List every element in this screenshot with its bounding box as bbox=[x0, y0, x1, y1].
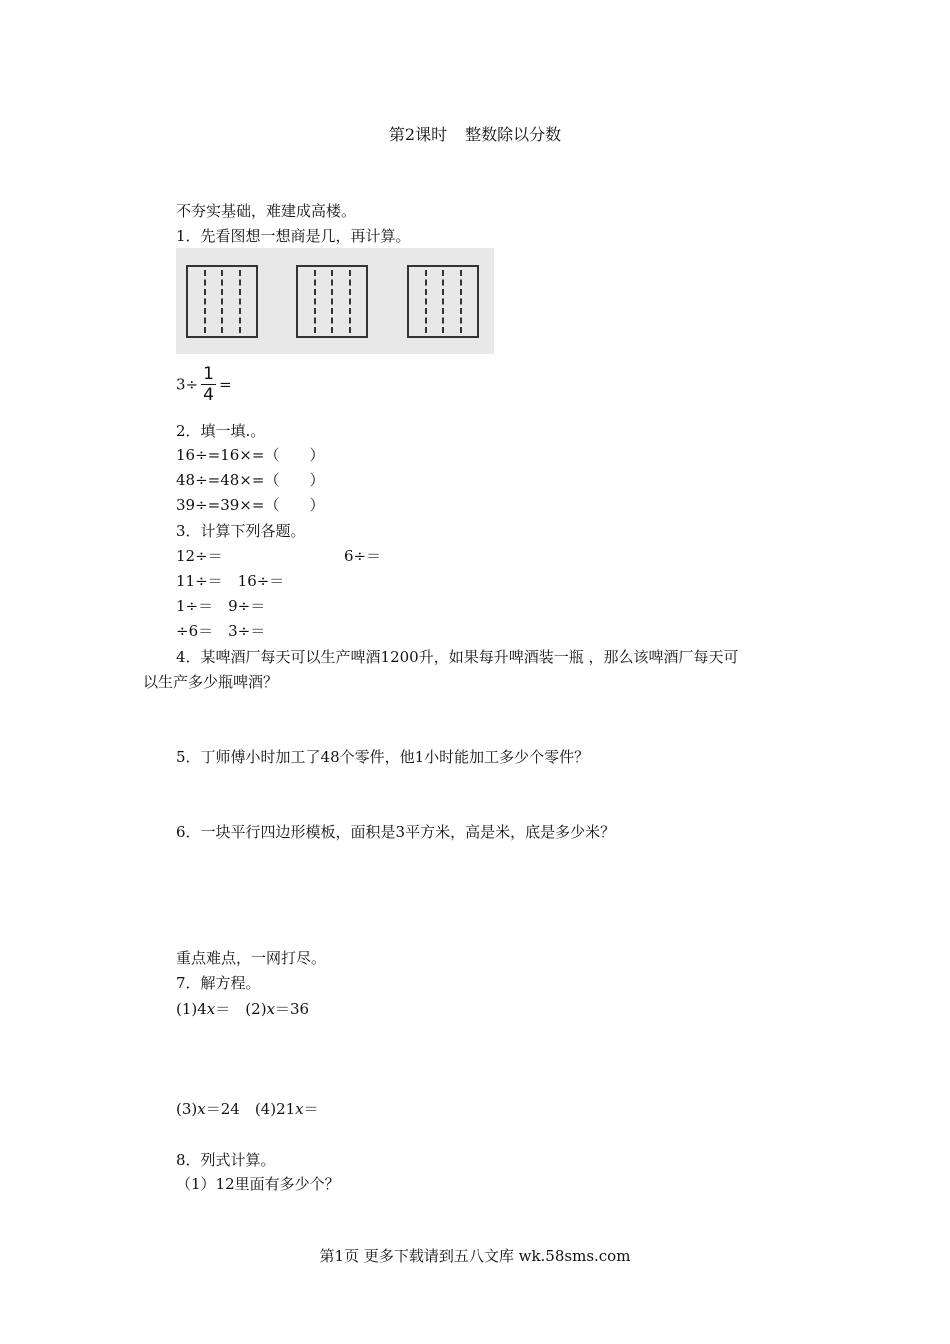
equation-3-suffix: ＝24 bbox=[205, 1100, 240, 1118]
question-3-item: 6÷＝ bbox=[344, 547, 382, 565]
question-3-row: 1÷＝ 9÷＝ bbox=[176, 597, 266, 615]
equation-4-suffix: ＝ bbox=[303, 1100, 319, 1118]
equation-2-prefix: (2) bbox=[245, 1000, 267, 1018]
variable-x: x bbox=[206, 1000, 216, 1018]
question-3-row: 11÷＝ 16÷＝ bbox=[176, 572, 285, 590]
question-8-prompt: 8．列式计算。 bbox=[176, 1151, 276, 1169]
question-4-line-1: 4．某啤酒厂每天可以生产啤酒1200升，如果每升啤酒装一瓶 ，那么该啤酒厂每天可 bbox=[176, 648, 739, 666]
question-2-line: 39÷=39×=（ ） bbox=[176, 496, 325, 514]
question-3-prompt: 3．计算下列各题。 bbox=[176, 522, 306, 540]
lesson-number: 第2课时 bbox=[388, 125, 448, 144]
variable-x: x bbox=[295, 1100, 304, 1118]
fraction-one-quarter bbox=[201, 364, 216, 405]
variable-x: x bbox=[266, 1000, 276, 1018]
square-split-in-4 bbox=[407, 265, 479, 338]
page-title bbox=[0, 122, 950, 145]
section-heading-basics: 不夯实基础，难建成高楼。 bbox=[176, 202, 357, 220]
lesson-topic: 整数除以分数 bbox=[465, 125, 562, 144]
fraction-denominator: 4 bbox=[203, 385, 214, 405]
page-footer: 第1页 更多下载请到五八文库 wk.58sms.com bbox=[319, 1247, 631, 1265]
equation-2-suffix: ＝36 bbox=[275, 1000, 310, 1018]
question-7-prompt: 7．解方程。 bbox=[176, 974, 261, 992]
question-8-sub-1: （1）12里面有多少个？ bbox=[176, 1175, 340, 1193]
question-1-figure bbox=[176, 248, 494, 354]
question-2-prompt: 2．填一填.。 bbox=[176, 422, 266, 440]
question-3-item: 12÷＝ bbox=[176, 547, 223, 565]
square-split-in-4 bbox=[296, 265, 368, 338]
expr-suffix: = bbox=[218, 375, 232, 394]
question-1-expression bbox=[176, 364, 232, 405]
equation-row-1 bbox=[176, 998, 309, 1019]
question-2-line: 48÷=48×=（ ） bbox=[176, 471, 325, 489]
variable-x: x bbox=[197, 1100, 206, 1118]
question-1-prompt: 1．先看图想一想商是几，再计算。 bbox=[176, 227, 411, 245]
expr-prefix: 3÷ bbox=[176, 375, 199, 394]
section-heading-key-points: 重点难点，一网打尽。 bbox=[176, 949, 327, 967]
question-4-line-2: 以生产多少瓶啤酒？ bbox=[143, 673, 279, 691]
question-3-row: ÷6＝ 3÷＝ bbox=[176, 622, 266, 640]
question-6: 6．一块平行四边形模板，面积是3平方米，高是米，底是多少米？ bbox=[176, 823, 616, 841]
question-2-line: 16÷=16×=（ ） bbox=[176, 446, 325, 464]
equation-1-suffix: ＝ bbox=[215, 1000, 231, 1018]
equation-4-prefix: (4)21 bbox=[254, 1100, 296, 1118]
equation-row-2 bbox=[176, 1098, 319, 1119]
equation-1-prefix: (1)4 bbox=[176, 1000, 207, 1018]
equation-3-prefix: (3) bbox=[176, 1100, 198, 1118]
question-5: 5．丁师傅小时加工了48个零件，他1小时能加工多少个零件？ bbox=[176, 748, 590, 766]
fraction-numerator: 1 bbox=[203, 364, 214, 384]
square-split-in-4 bbox=[186, 265, 258, 338]
